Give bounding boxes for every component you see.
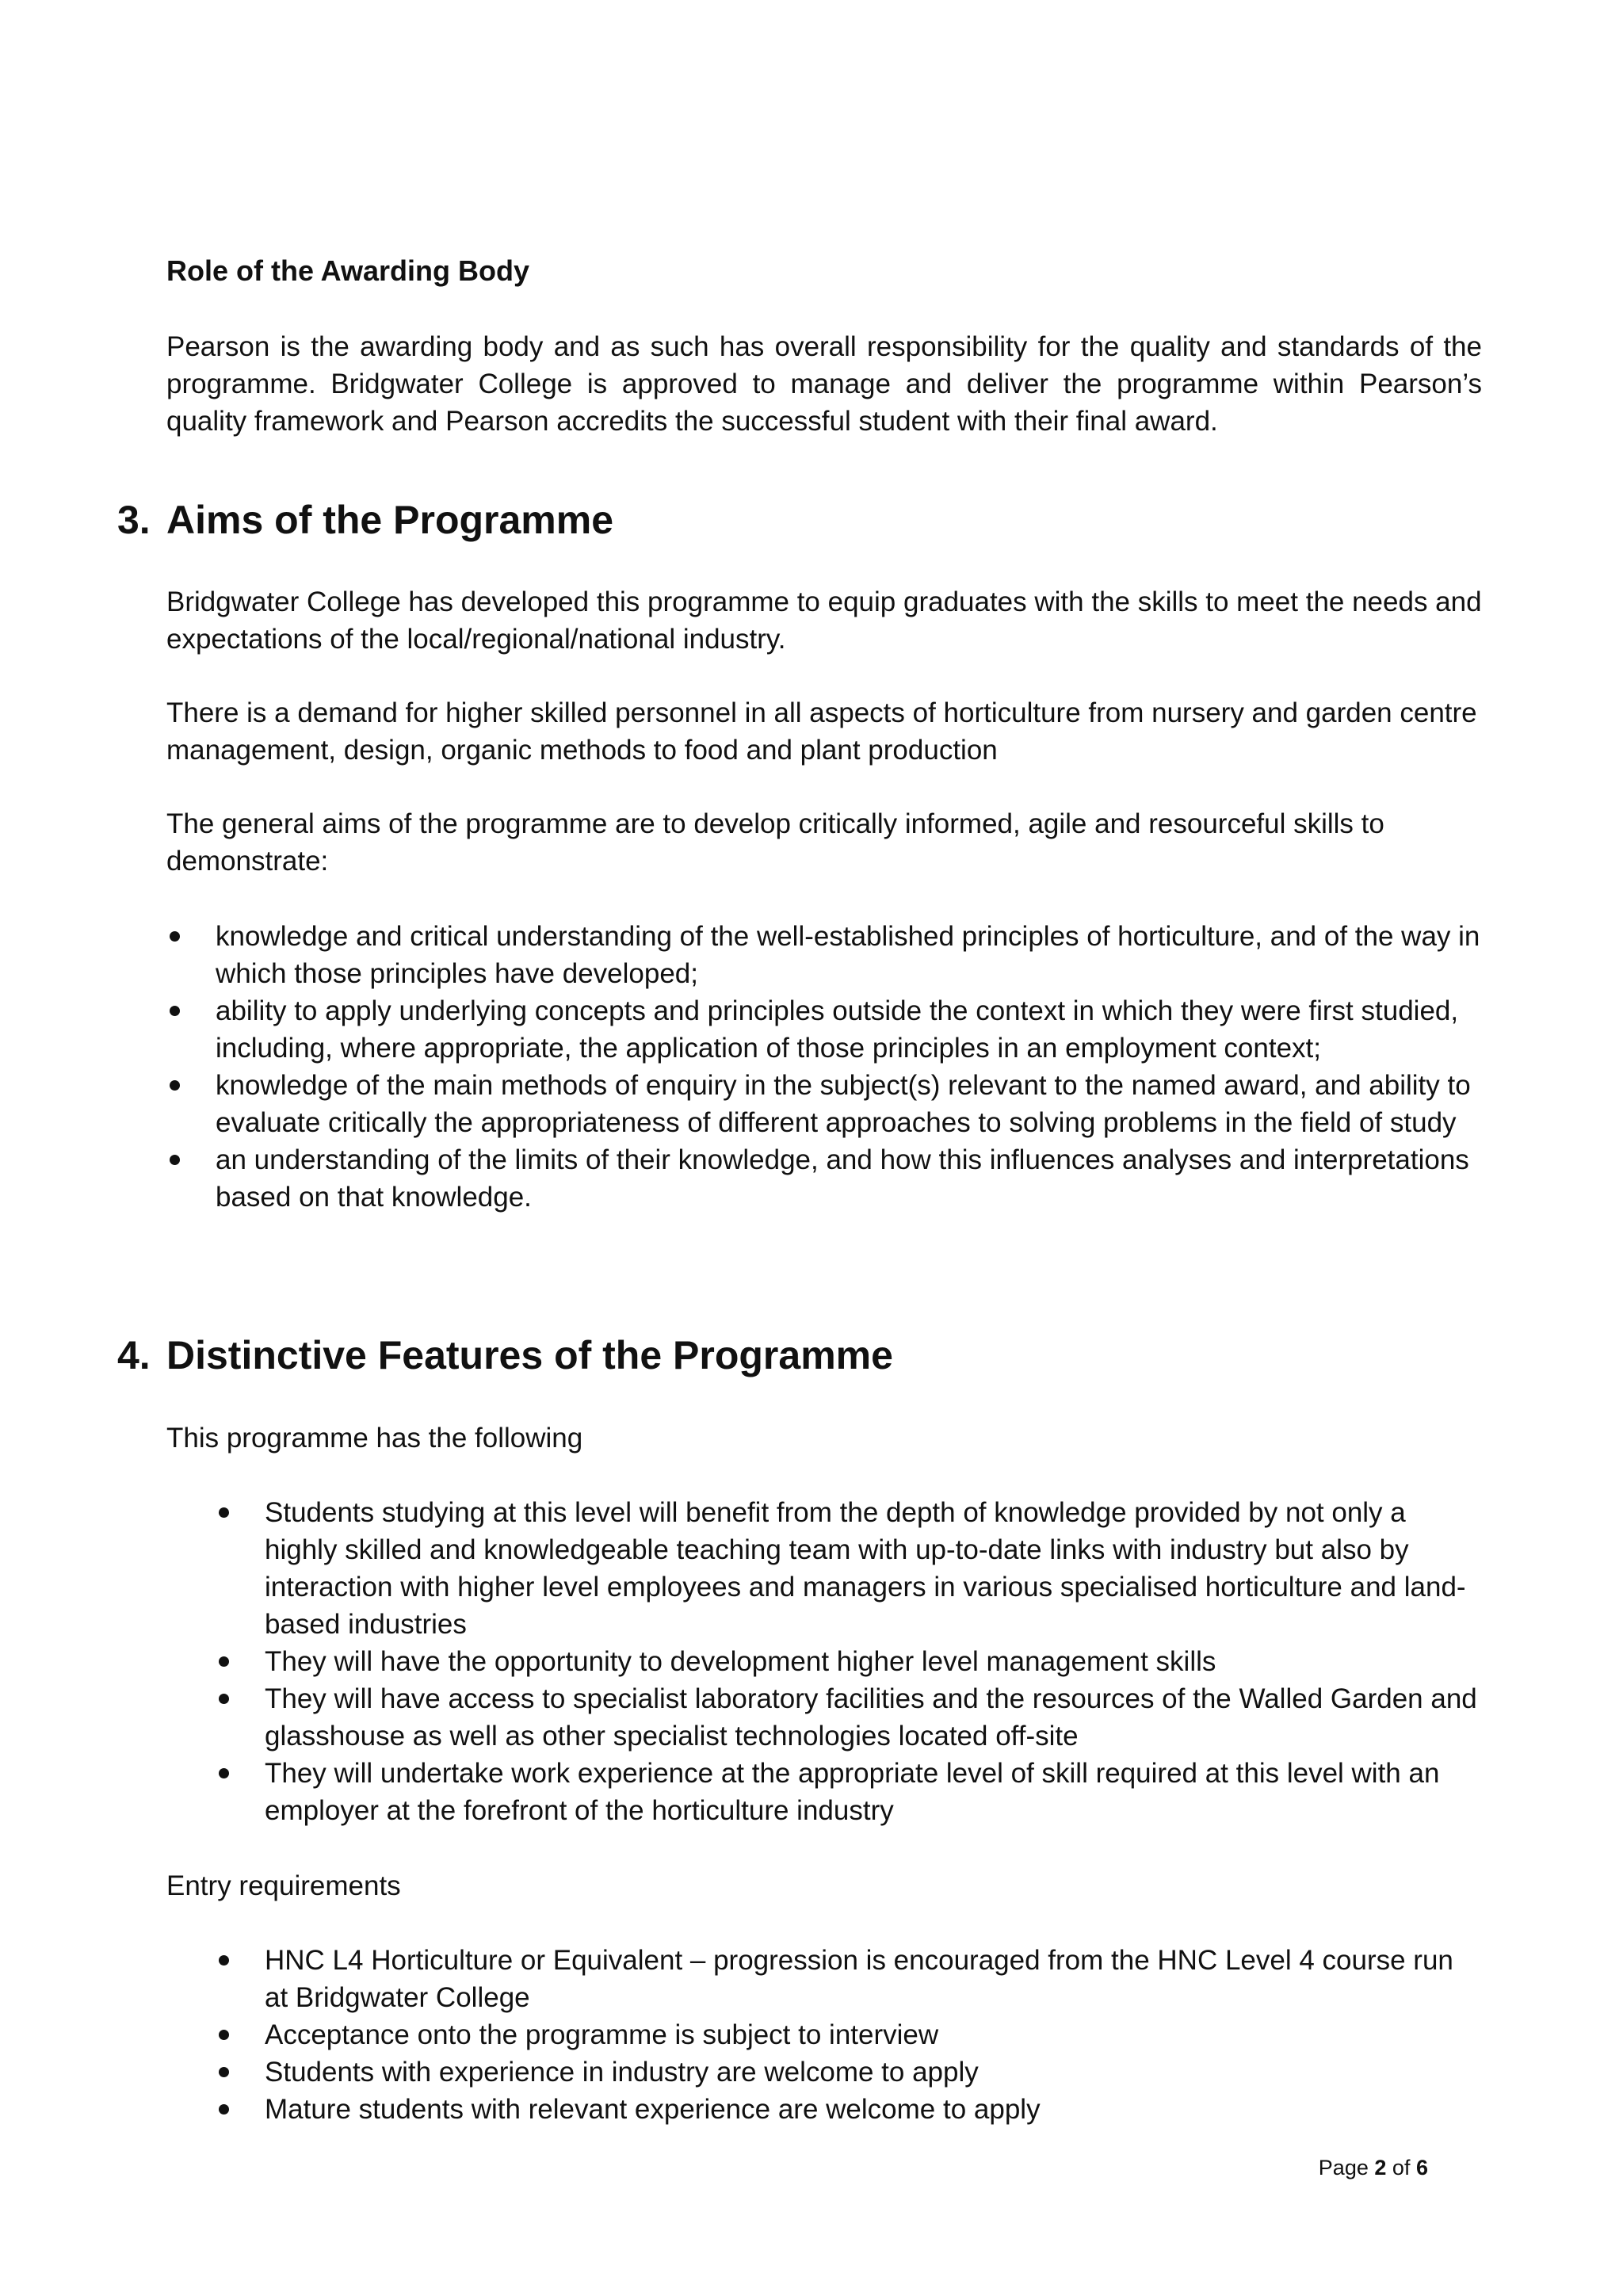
awarding-body-heading: Role of the Awarding Body [166, 254, 530, 287]
awarding-body-paragraph: Pearson is the awarding body and as such has overall responsibility for the quality and standards of the programme. Bridgwater College is approved to manage and deliver the programme within Pearson’s quality framework and Pearson accredits the successful student with their final award. [166, 331, 1482, 437]
section-4-number: 4. [117, 1333, 151, 1377]
list-item: HNC L4 Horticulture or Equivalent – progression is encouraged from the HNC Level 4 course run at Bridgwater College [216, 1942, 1484, 2016]
section-3-number: 3. [117, 498, 151, 542]
footer-of-word: of [1392, 2156, 1411, 2179]
aims-paragraph-3: The general aims of the programme are to develop critically informed, agile and resourceful skills to demonstrate: [166, 808, 1384, 877]
section-4-heading [117, 1330, 893, 1381]
aims-paragraph-2: There is a demand for higher skilled personnel in all aspects of horticulture from nursery and garden centre management, design, organic methods to food and plant production [166, 697, 1477, 766]
section-3-title: Aims of the Programme [166, 498, 614, 542]
aims-bullet-list [166, 918, 1486, 1216]
list-item: They will undertake work experience at the appropriate level of skill required at this level with an employer at the forefront of the horticulture industry [216, 1755, 1484, 1829]
list-item: ability to apply underlying concepts and principles outside the context in which they were first studied, including, where appropriate, the application of those principles in an employment context; [166, 992, 1486, 1067]
footer-page-word: Page [1318, 2156, 1369, 2179]
features-intro: This programme has the following [166, 1423, 583, 1454]
list-item: They will have the opportunity to development higher level management skills [216, 1643, 1484, 1680]
bullet-icon [170, 931, 180, 942]
section-4-title: Distinctive Features of the Programme [166, 1333, 893, 1377]
section-3-heading [117, 495, 613, 545]
footer-current-page: 2 [1374, 2156, 1387, 2179]
list-item: an understanding of the limits of their knowledge, and how this influences analyses and interpretations based on that knowledge. [166, 1141, 1486, 1216]
aims-paragraph-1: Bridgwater College has developed this programme to equip graduates with the skills to meet the needs and expectations of the local/regional/national industry. [166, 586, 1482, 655]
list-item: Mature students with relevant experience are welcome to apply [216, 2091, 1484, 2128]
bullet-icon [219, 1507, 229, 1518]
list-item: Students with experience in industry are welcome to apply [216, 2053, 1484, 2091]
footer-total-pages: 6 [1415, 2156, 1428, 2179]
bullet-icon [219, 1694, 229, 1704]
list-item: knowledge and critical understanding of the well-established principles of horticulture, and of the way in which those principles have developed; [166, 918, 1486, 992]
list-item: knowledge of the main methods of enquiry in the subject(s) relevant to the named award, and ability to evaluate critically the appropriateness of different approaches to solving problems in the field of study [166, 1067, 1486, 1141]
list-item: Students studying at this level will benefit from the depth of knowledge provided by not only a highly skilled and knowledgeable teaching team with up-to-date links with industry but also by interaction with higher level employees and managers in various specialised horticulture and land-based industries [216, 1494, 1484, 1643]
bullet-icon [170, 1155, 180, 1165]
bullet-icon [170, 1006, 180, 1016]
bullet-icon [219, 2030, 229, 2040]
bullet-icon [219, 1768, 229, 1778]
bullet-icon [170, 1080, 180, 1091]
list-item: Acceptance onto the programme is subject to interview [216, 2016, 1484, 2053]
bullet-icon [219, 1955, 229, 1966]
features-bullet-list [216, 1494, 1484, 1829]
page-number-footer [1319, 2154, 1428, 2181]
entry-requirements-heading: Entry requirements [166, 1870, 401, 1901]
entry-requirements-list [216, 1942, 1484, 2128]
list-item: They will have access to specialist laboratory facilities and the resources of the Walled Garden and glasshouse as well as other specialist technologies located off-site [216, 1680, 1484, 1755]
bullet-icon [219, 2067, 229, 2077]
bullet-icon [219, 1656, 229, 1667]
bullet-icon [219, 2104, 229, 2115]
